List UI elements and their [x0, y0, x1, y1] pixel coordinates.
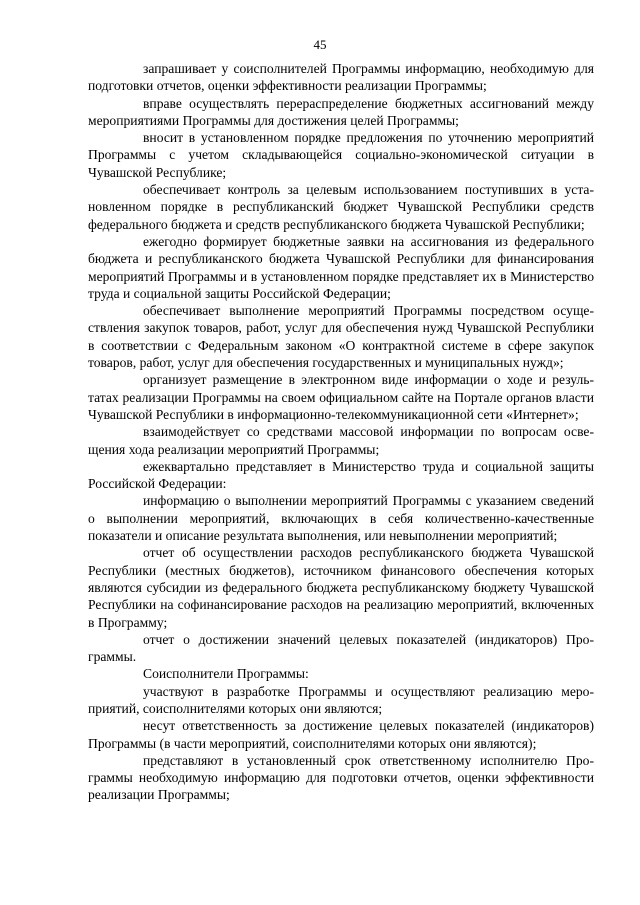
document-body: [88, 60, 594, 804]
paragraph-9: ежеквартально представляет в Министерство труда и социальной защиты Российской Федерации:: [88, 458, 594, 492]
paragraph-13: Соисполнители Программы:: [143, 666, 309, 682]
paragraph-16: представляют в установленный срок ответственному исполнителю Программы необходимую информацию для подготовки отчетов, оценки эффективности реализации Программы;: [88, 752, 594, 803]
paragraph-10: информацию о выполнении мероприятий Программы с указанием сведений о выполнении мероприятий, включающих в себя количественно-качественные показатели и описание результата выполнения, или невыполнении мероприятий;: [88, 493, 594, 544]
paragraph-3: вносит в установленном порядке предложения по уточнению мероприятий Программы с учетом складывающейся социально-экономической ситуации в Чувашской Республике;: [88, 130, 594, 180]
paragraph-11: отчет об осуществлении расходов республиканского бюджета Чувашской Республики (местных бюджетов), источником финансового обеспечения которых являются субсидии из федерального бюджета республиканскому бюджету Чувашской Республики на софинансирование расходов на реализацию мероприятий, включенных в Программу;: [88, 545, 594, 630]
paragraph-2: вправе осуществлять перераспределение бюджетных ассигнований между мероприятиями Программы для достижения целей Программы;: [88, 95, 594, 128]
paragraph-14: участвуют в разработке Программы и осуществляют реализацию мероприятий, соисполнителями которых они являются;: [88, 683, 594, 716]
paragraph-8: взаимодействует со средствами массовой информации по вопросам освещения хода реализации мероприятий Программы;: [88, 424, 594, 457]
paragraph-4: обеспечивает контроль за целевым использованием поступивших в установленном порядке в республиканский бюджет Чувашской Республики средств федерального бюджета и средств республиканского бюджета Чувашской Республики;: [88, 182, 594, 232]
paragraph-5: ежегодно формирует бюджетные заявки на ассигнования из федерального бюджета и республиканского бюджета Чувашской Республики для финансирования мероприятий Программы и в установленном порядке представляет их в Министерство труда и социальной защиты Российской Федерации;: [88, 233, 594, 301]
paragraph-1: запрашивает у соисполнителей Программы информацию, необходимую для подготовки отчетов, оценки эффективности реализации Программы;: [88, 61, 594, 94]
paragraph-12: отчет о достижении значений целевых показателей (индикаторов) Программы.: [88, 631, 594, 665]
page-number: 45: [313, 37, 327, 52]
paragraph-6: обеспечивает выполнение мероприятий Программы посредством осуществления закупок товаров, работ, услуг для обеспечения нужд Чувашской Республики в соответствии с Федеральным законом «О контрактной системе в сфере закупок товаров, работ, услуг для обеспечения государственных и муниципальных нужд»;: [88, 303, 594, 371]
paragraph-7: организует размещение в электронном виде информации о ходе и результатах реализации Программы на своем официальном сайте на Портале органов власти Чувашской Республики в информационно-телекоммуникационной сети «Интернет»;: [88, 372, 594, 422]
paragraph-15: несут ответственность за достижение целевых показателей (индикаторов) Программы (в части мероприятий, соисполнителями которых они являются);: [88, 718, 594, 751]
